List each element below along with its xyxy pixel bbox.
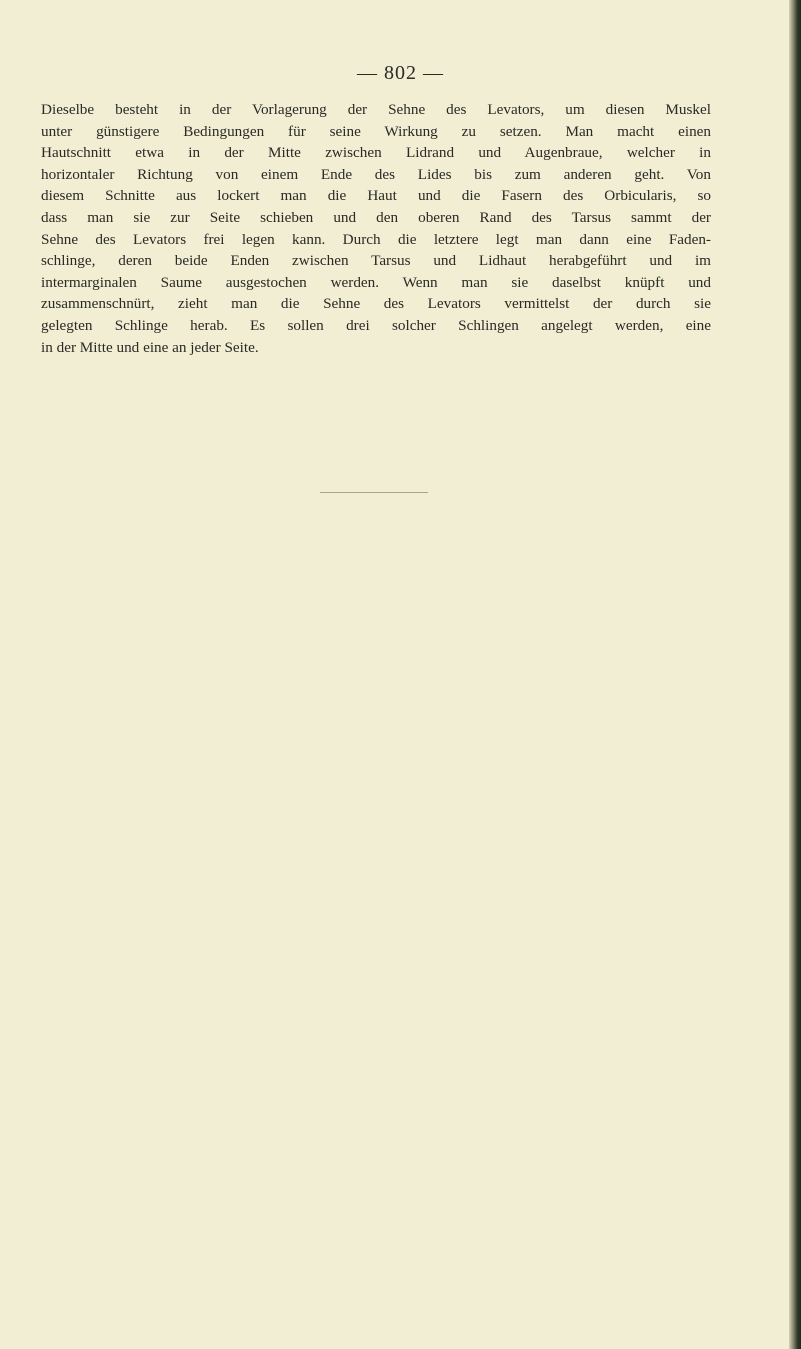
page-number: — 802 — [357,62,444,84]
text-line: Dieselbe besteht in der Vorlagerung der Sehne des Levators, um diesen Muskel [41,101,711,118]
text-line: unter günstigere Bedingungen für seine Wirkung zu setzen. Man macht einen [41,122,711,140]
section-divider [320,492,428,493]
text-line: horizontaler Richtung von einem Ende des Lides bis zum anderen geht. Von [41,165,711,183]
text-line: in der Mitte und eine an jeder Seite. [41,338,259,356]
text-line: Sehne des Levators frei legen kann. Durch die letztere legt man dann eine Faden- [41,230,711,248]
text-line: Hautschnitt etwa in der Mitte zwischen Lidrand und Augenbraue, welcher in [41,144,711,162]
text-line: schlinge, deren beide Enden zwischen Tarsus und Lidhaut herabgeführt und im [41,252,711,270]
text-line: diesem Schnitte aus lockert man die Haut und die Fasern des Orbicularis, so [41,187,711,205]
text-line: dass man sie zur Seite schieben und den oberen Rand des Tarsus sammt der [41,208,711,226]
body-paragraph [41,99,711,358]
text-line: intermarginalen Saume ausgestochen werden. Wenn man sie daselbst knüpft und [41,273,711,291]
page-edge-shadow [789,0,801,1349]
text-line: zusammenschnürt, zieht man die Sehne des Levators vermittelst der durch sie [41,295,711,313]
text-line: gelegten Schlinge herab. Es sollen drei solcher Schlingen angelegt werden, eine [41,316,711,334]
